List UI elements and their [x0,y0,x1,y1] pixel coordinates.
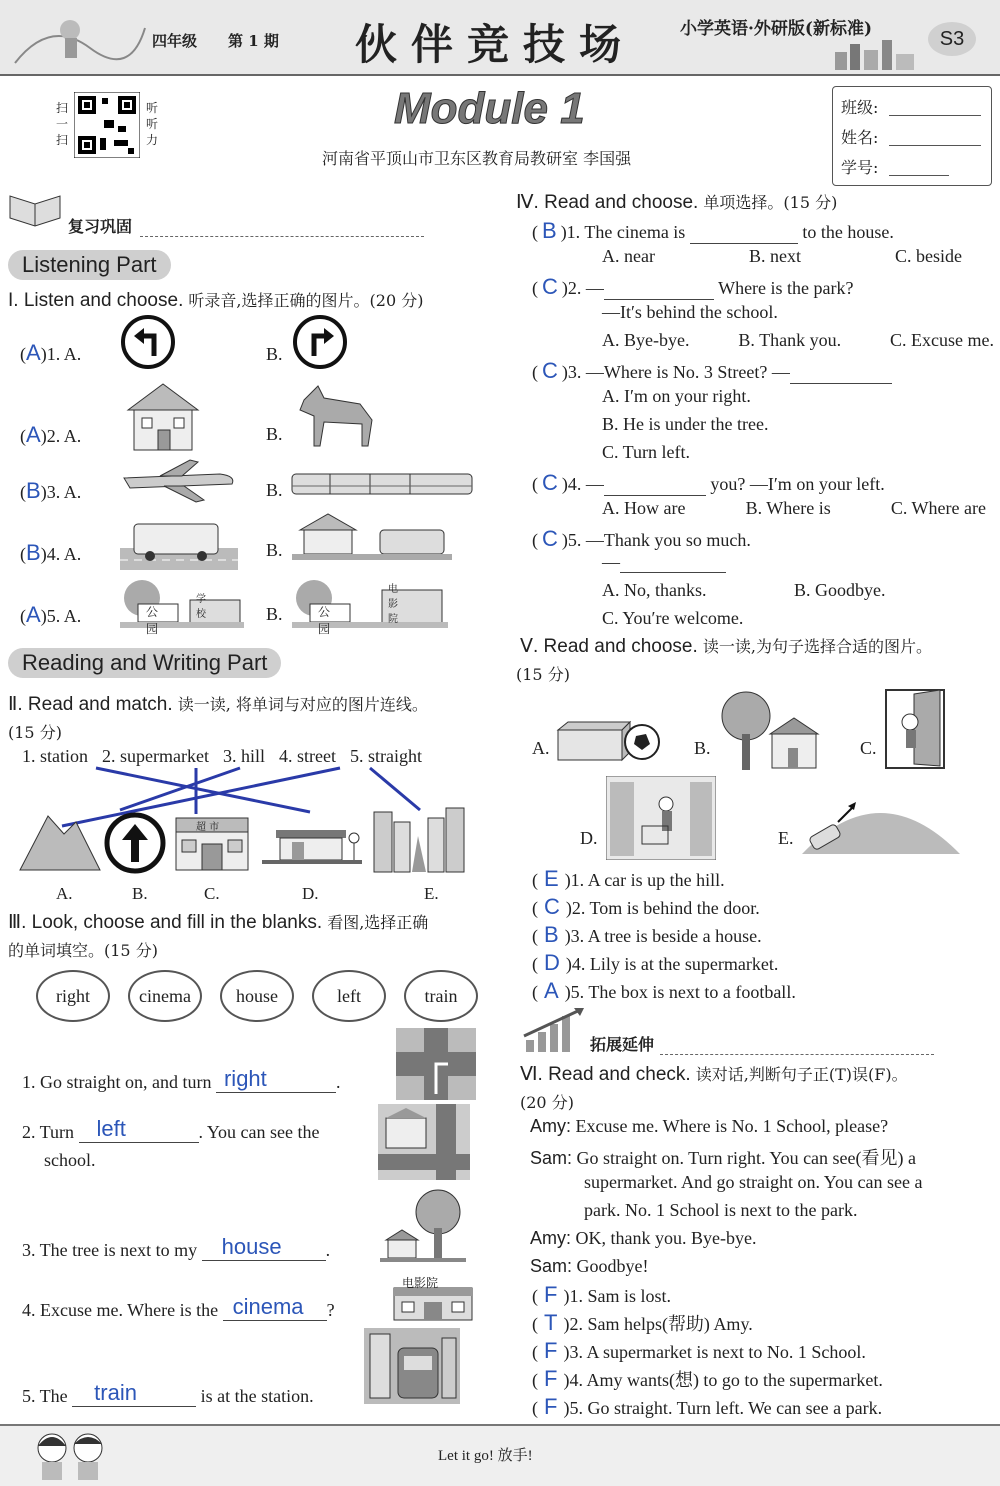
sec4-q4-answer[interactable]: C [542,470,558,495]
train-icon [290,470,480,498]
match-letter-e: E. [424,884,439,903]
page-code-badge: S3 [928,22,976,56]
sec1-q2: (A)2. A. [20,422,82,447]
school-sign: 学校 [196,594,206,620]
sec1-q1: (A)1. A. [20,340,82,365]
class-label: 班级: [841,98,879,117]
sec1-heading [8,288,423,312]
sec5-q3: ( B )3. A tree is beside a house. [532,922,762,947]
sec2-word-5[interactable]: 5. straight [349,746,422,766]
sec4-q4: ( C )4. — you? —I′m on your left. [532,470,885,495]
cinema-sign-small: 电影院 [388,584,398,625]
match-letter-b: B. [132,884,148,903]
sec4-q1-options: A. near B. next C. beside [602,246,962,266]
sec5-q1-answer[interactable]: E [544,866,559,891]
sec4-q4-options: A. How are B. Where is C. Where are [602,498,986,518]
house-icon [120,378,206,454]
word-bank-right[interactable]: right [36,970,110,1022]
sec6-q1-answer[interactable]: F [544,1282,558,1307]
tree-and-house-icon [380,1188,466,1264]
sec4-q5-opt-b[interactable]: B. Goodbye. [794,580,886,600]
sec1-q5-answer[interactable]: A [26,602,41,627]
extend-banner: 拓展延伸 [590,1035,655,1054]
sec5-q4-answer[interactable]: D [544,950,560,975]
sec6-q5-answer[interactable]: F [544,1394,558,1419]
turn-left-sign-icon [120,314,176,370]
sec3-s3-answer[interactable]: house [221,1234,282,1259]
sec3-s5-answer[interactable]: train [94,1380,137,1405]
sec4-q1: ( B )1. The cinema is to the house. [532,218,894,243]
sec6-q3-answer[interactable]: F [544,1338,558,1363]
growth-chart-icon [520,1006,590,1054]
boy-behind-door-icon [884,688,946,770]
park-and-school-icon [120,576,244,630]
school-road-icon [378,1104,470,1180]
sec2-heading: Ⅱ. Read and match. 读一读, 将单词与对应的图片连线。 [8,694,428,715]
word-bank-house[interactable]: house [220,970,294,1022]
sec2-word-4[interactable]: 4. street [278,746,336,766]
sec5-score: (15 分) [516,665,570,684]
sec2-word-3[interactable]: 3. hill [222,746,265,766]
train-station-icon [364,1328,460,1404]
class-field[interactable] [889,115,981,116]
kids-mascot-icon [30,1428,114,1482]
sec1-q3: (B)3. A. [20,478,82,503]
dialog-line-3: supermarket. And go straight on. You can see a [584,1172,923,1192]
sec3-s3: 3. The tree is next to my house . [22,1234,331,1260]
id-label: 学号: [841,158,879,177]
name-label: 姓名: [841,128,879,147]
sec4-q5-opt-c[interactable]: C. You′re welcome. [602,608,744,628]
sec4-q3-opt-b[interactable]: B. He is under the tree. [602,414,769,434]
footer-slogan: Let it go! 放手! [438,1448,533,1464]
hill-icon [18,808,102,872]
sec4-q1-answer[interactable]: B [542,218,557,243]
sec4-q3-opt-c[interactable]: C. Turn left. [602,442,691,462]
sec4-q3-opt-a[interactable]: A. I′m on your right. [602,386,751,406]
park-and-cinema-icon [292,576,448,630]
sec3-s5: 5. The train is at the station. [22,1380,314,1406]
sec5-heading: Ⅴ. Read and choose. 读一读,为句子选择合适的图片。 [520,636,932,657]
dialog-line-5: Amy: OK, thank you. Bye-bye. [530,1228,757,1248]
sec5-pic-a-label: A. [532,738,550,758]
word-bank [36,970,478,1022]
sec6-q4-answer[interactable]: F [544,1366,558,1391]
sec5-q2: ( C )2. Tom is behind the door. [532,894,760,919]
sec3-heading: Ⅲ. Look, choose and fill in the blanks. 看图,选择正确 [8,912,429,933]
module-title: Module 1 [394,84,585,133]
sec1-cn: 听录音,选择正确的图片。(20 分) [183,291,424,310]
market-sign: 超 市 [196,822,220,833]
sec5-q1: ( E )1. A car is up the hill. [532,866,725,891]
sec5-q3-answer[interactable]: B [544,922,559,947]
qr-code-icon[interactable] [74,92,140,158]
sec2-score: (15 分) [8,723,62,742]
sec4-q3: ( C )3. —Where is No. 3 Street? — [532,358,892,384]
series-label: 小学英语·外研版(新标准) [680,19,873,39]
car-up-hill-icon [800,796,962,856]
qr-right-label: 听听力 [146,101,159,147]
cinema-sign: 电影院 [402,1276,439,1290]
sec3-s4-answer[interactable]: cinema [232,1294,304,1319]
bus-on-road-icon [120,518,238,570]
sec5-q2-answer[interactable]: C [544,894,560,919]
sec6-q3: ( F )3. A supermarket is next to No. 1 School. [532,1338,866,1363]
header-title: 伙伴竞技场 [355,20,636,69]
book-icon [6,188,64,232]
extend-divider [660,1054,934,1055]
sec1-q3-answer[interactable]: B [26,478,41,503]
word-bank-train[interactable]: train [404,970,478,1022]
sec1-q5: (A)5. A. [20,602,82,627]
sec5-q5-answer[interactable]: A [544,978,559,1003]
dialog-line-4: park. No. 1 School is next to the park. [584,1200,858,1220]
sec2-word-2[interactable]: 2. supermarket [102,746,209,766]
id-field[interactable] [889,175,949,176]
sec1-q4-answer[interactable]: B [26,540,41,565]
park-sign-b: 公园 [318,605,331,636]
horse-icon [290,380,382,450]
sec4-q2: ( C )2. — Where is the park? [532,274,854,299]
sec1-title: I. Listen and choose. [8,290,184,311]
sec5-pic-d-label: D. [580,828,598,848]
word-bank-left[interactable]: left [312,970,386,1022]
sec3-s2: 2. Turn left . You can see the [22,1116,320,1142]
turn-right-sign-icon [292,314,348,370]
sec5-q4: ( D )4. Lily is at the supermarket. [532,950,779,975]
sec3-cn2: 的单词填空。(15 分) [8,941,158,960]
review-divider [140,236,424,237]
tree-beside-house-icon [718,690,824,772]
sec3-s1: 1. Go straight on, and turn right . [22,1066,341,1092]
dialog-line-6: Sam: Goodbye! [530,1256,649,1276]
student-info-box [832,86,992,186]
dialog-line-2: Sam: Go straight on. Turn right. You can see(看见) a [530,1148,917,1168]
house-and-bus-icon [292,512,452,562]
sec6-q2-answer[interactable]: T [544,1310,558,1335]
sec1-q2-answer[interactable]: A [26,422,41,447]
sec3-s2-answer[interactable]: left [96,1116,126,1141]
sec3-s4: 4. Excuse me. Where is the cinema ? [22,1294,335,1320]
sec1-q4: (B)4. A. [20,540,82,565]
match-letter-c: C. [204,884,220,903]
sec5-q5: ( A )5. The box is next to a football. [532,978,796,1003]
girl-at-supermarket-icon [606,776,716,860]
sec2-word-1[interactable]: 1. station [22,746,88,766]
sec6-q2: ( T )2. Sam helps(帮助) Amy. [532,1310,753,1335]
sec4-q5: ( C )5. —Thank you so much. [532,526,751,551]
sec4-q2-line2: —It′s behind the school. [602,302,778,322]
header-decoration-icon [10,8,150,68]
sec5-pic-e-label: E. [778,828,794,848]
straight-sign-icon [104,812,166,874]
station-icon [262,824,362,866]
sec4-q3-answer[interactable]: C [542,358,558,383]
sec6-q4: ( F )4. Amy wants(想) to go to the supermarket. [532,1366,883,1391]
match-letter-d: D. [302,884,319,903]
crossroad-icon [396,1028,476,1100]
sec5-pic-b-label: B. [694,738,711,758]
sec6-q1: ( F )1. Sam is lost. [532,1282,671,1307]
reading-part-heading: Reading and Writing Part [8,648,281,678]
city-skyline-icon [830,38,920,70]
sec1-q1-answer[interactable]: A [26,340,41,365]
sec4-q5-line2: — [602,552,726,573]
dialog-line-1: Amy: Excuse me. Where is No. 1 School, please? [530,1116,889,1136]
word-bank-cinema[interactable]: cinema [128,970,202,1022]
sec6-q5: ( F )5. Go straight. Turn left. We can see a park. [532,1394,883,1419]
box-and-football-icon [556,720,662,764]
sec6-score: (20 分) [520,1093,574,1112]
review-banner: 复习巩固 [68,217,133,236]
plane-icon [120,458,240,506]
grade-label: 四年级 [152,32,198,50]
match-letter-a: A. [56,884,73,903]
sec4-heading: Ⅳ. Read and choose. 单项选择。(15 分) [516,192,838,213]
park-sign-a: 公园 [146,605,159,636]
sec4-q2-answer[interactable]: C [542,274,558,299]
issue-label: 第 1 期 [228,32,279,50]
qr-left-label: 扫一扫 [56,101,69,147]
listening-part-heading: Listening Part [8,250,171,280]
sec4-q2-options: A. Bye-bye. B. Thank you. C. Excuse me. [602,330,994,350]
name-field[interactable] [889,145,981,146]
sec5-pic-c-label: C. [860,738,877,758]
author-line: 河南省平顶山市卫东区教育局教研室 李国强 [322,149,632,168]
sec4-q5-answer[interactable]: C [542,526,558,551]
street-icon [372,806,466,874]
sec3-s1-answer[interactable]: right [223,1066,267,1091]
sec3-s2-line2: school. [44,1150,96,1170]
sec6-heading: Ⅵ. Read and check. 读对话,判断句子正(T)误(F)。 [520,1064,908,1085]
sec4-q5-opt-a[interactable]: A. No, thanks. [602,580,707,600]
